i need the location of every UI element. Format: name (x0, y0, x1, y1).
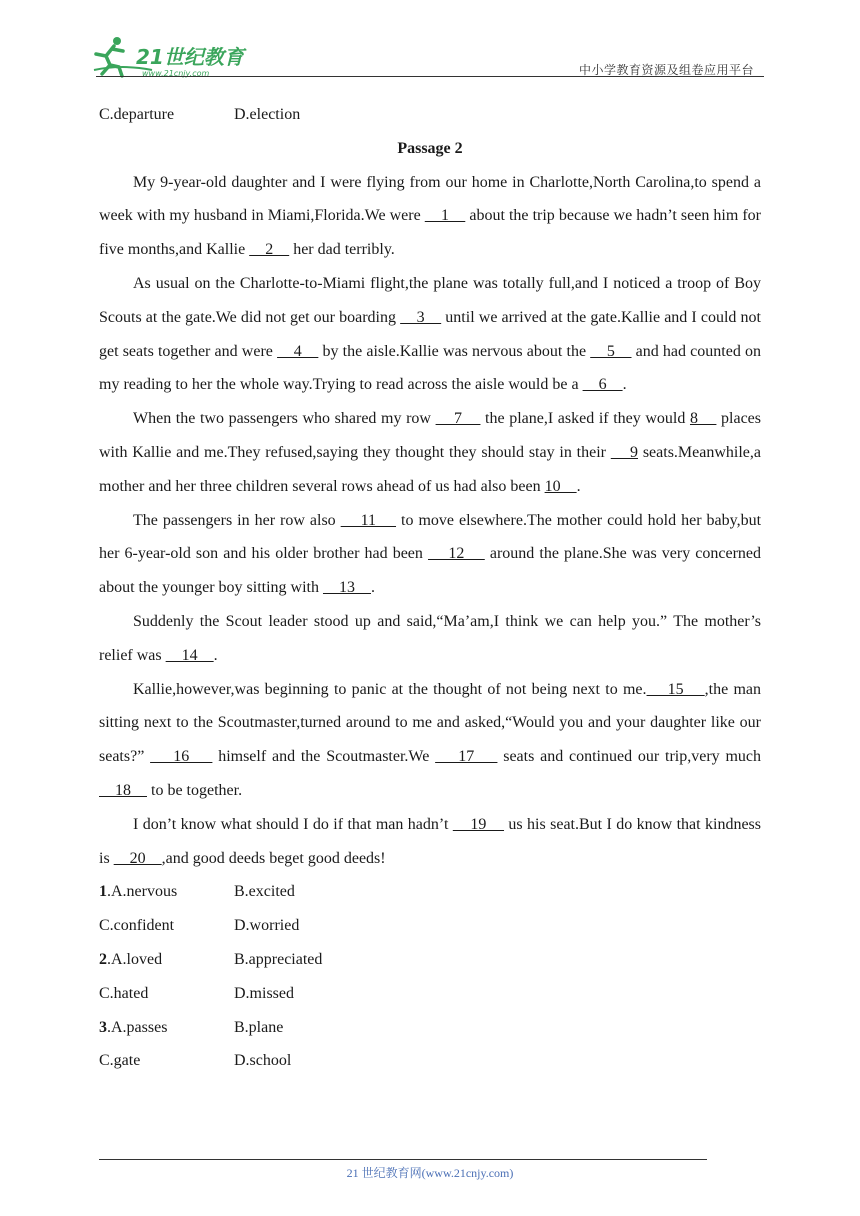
passage-sentence: . (576, 477, 581, 495)
previous-question-options (99, 98, 761, 132)
paragraph (99, 673, 761, 808)
document-body (99, 98, 761, 1078)
passage-sentence: places with Kallie and me.They refused,saying they thought they should stay in their (99, 410, 762, 461)
passage-sentence: himself and the Scoutmaster.We (212, 748, 436, 766)
passage-sentence: When the two passengers who shared my row (133, 410, 436, 428)
passage-sentence: seats.Meanwhile,a mother and her three children several rows ahead of us had also been (99, 443, 762, 495)
answer-blank: 15 (646, 680, 705, 698)
option-d: D.school (234, 1052, 292, 1070)
passage-sentence: her dad terribly. (289, 241, 395, 259)
question-options-row (99, 1044, 761, 1078)
passage-sentence: about the trip because we hadn’t seen him for five months,and Kallie (99, 207, 762, 259)
answer-blank: 8 (689, 410, 717, 428)
answer-blank: 6 (582, 376, 623, 394)
option-b: B.excited (234, 883, 295, 901)
passage-sentence: the plane,I asked if they would (480, 410, 690, 428)
answer-blank: 16 (150, 748, 213, 766)
logo-url: www.21cnjy.com (142, 69, 210, 78)
passage-sentence: around the plane.She was very concerned about the younger boy sitting with (99, 545, 762, 597)
answer-blank: 18 (99, 781, 147, 799)
answer-blank: 19 (452, 815, 505, 833)
option-a (99, 943, 234, 977)
option-c: C.hated (99, 984, 149, 1002)
answer-blank: 9 (610, 443, 639, 461)
footer-divider (99, 1159, 707, 1160)
paragraph (99, 605, 761, 673)
paragraph (99, 504, 761, 605)
logo-text: 21世纪教育 (136, 45, 244, 69)
answer-blank: 10 (544, 477, 577, 495)
option-c: C.departure (99, 106, 175, 123)
option-a (99, 1011, 234, 1045)
answer-blank: 3 (400, 308, 442, 326)
header-tagline: 中小学教育资源及组卷应用平台 (578, 63, 754, 77)
passage-sentence: . (622, 376, 627, 394)
passage-sentence: The passengers in her row also (133, 511, 341, 529)
passage-sentence: As usual on the Charlotte-to-Miami flight,the plane was totally full,and I noticed a troop of Boy Scouts at the gate.We did not get our boarding (99, 274, 761, 326)
passage-text (99, 166, 761, 876)
passage-sentence: us his seat.But I do know that kindness is (99, 815, 761, 867)
option-a-text: .A.loved (107, 950, 163, 968)
question-options-row (99, 909, 761, 943)
header-divider (96, 76, 764, 77)
passage-sentence: Kallie,however,was beginning to panic at the thought of not being next to me. (133, 680, 647, 698)
option-b: B.plane (234, 1018, 284, 1036)
passage-sentence: to move elsewhere.The mother could hold her baby,but her 6-year-old son and his older brother had been (99, 511, 762, 563)
option-c: C.gate (99, 1052, 141, 1070)
footer-link[interactable]: 21 世纪教育网(www.21cnjy.com) (346, 1166, 514, 1180)
passage-sentence: I don’t know what should I do if that man hadn’t (133, 815, 453, 833)
passage-sentence: ,the man sitting next to the Scoutmaster,turned around to me and asked,“Would you and your daughter like our seats?” (99, 680, 762, 766)
question-list (99, 875, 761, 1078)
answer-blank: 4 (277, 342, 319, 360)
site-logo[interactable] (92, 34, 257, 78)
passage-sentence: ,and good deeds beget good deeds! (161, 849, 386, 867)
passage-sentence: . (370, 579, 375, 597)
option-d: D.election (234, 106, 301, 123)
option-a-text: .A.passes (107, 1018, 168, 1036)
question-options-row (99, 977, 761, 1011)
paragraph (99, 402, 761, 503)
answer-blank: 2 (249, 241, 290, 259)
option-d: D.missed (234, 984, 294, 1002)
paragraph (99, 808, 761, 876)
option-d: D.worried (234, 917, 300, 935)
question-item (99, 943, 761, 977)
option-b: B.appreciated (234, 950, 323, 968)
passage-sentence: Suddenly the Scout leader stood up and said,“Ma’am,I think we can help you.” The mother’s relief was (99, 612, 761, 664)
passage-sentence: by the aisle.Kallie was nervous about the (318, 342, 591, 360)
passage-sentence: and had counted on my reading to her the whole way.Trying to read across the aisle would be a (99, 342, 761, 394)
paragraph (99, 166, 761, 267)
answer-blank: 5 (590, 342, 632, 360)
question-number: 2 (99, 950, 107, 968)
question-item (99, 1011, 761, 1045)
answer-blank: 14 (165, 646, 214, 664)
option-a (99, 875, 234, 909)
question-item (99, 875, 761, 909)
answer-blank: 11 (340, 511, 397, 529)
answer-blank: 1 (424, 207, 466, 225)
paragraph (99, 267, 761, 402)
answer-blank: 7 (435, 410, 481, 428)
passage-sentence: . (213, 646, 218, 664)
passage-sentence: to be together. (147, 781, 243, 799)
passage-sentence: My 9-year-old daughter and I were flying from our home in Charlotte,North Carolina,to spend a week with my husband in Miami,Florida.We were (99, 173, 761, 225)
passage-sentence: seats and continued our trip,very much (497, 748, 761, 766)
answer-blank: 17 (435, 748, 498, 766)
answer-blank: 13 (322, 579, 371, 597)
option-c: C.confident (99, 917, 175, 935)
passage-title: Passage 2 (397, 139, 463, 157)
option-a-text: .A.nervous (107, 883, 178, 901)
answer-blank: 20 (113, 849, 162, 867)
question-number: 3 (99, 1018, 107, 1036)
passage-sentence: until we arrived at the gate.Kallie and I could not get seats together and were (99, 308, 762, 360)
answer-blank: 12 (428, 545, 485, 563)
question-number: 1 (99, 883, 107, 901)
page-header (0, 0, 860, 80)
